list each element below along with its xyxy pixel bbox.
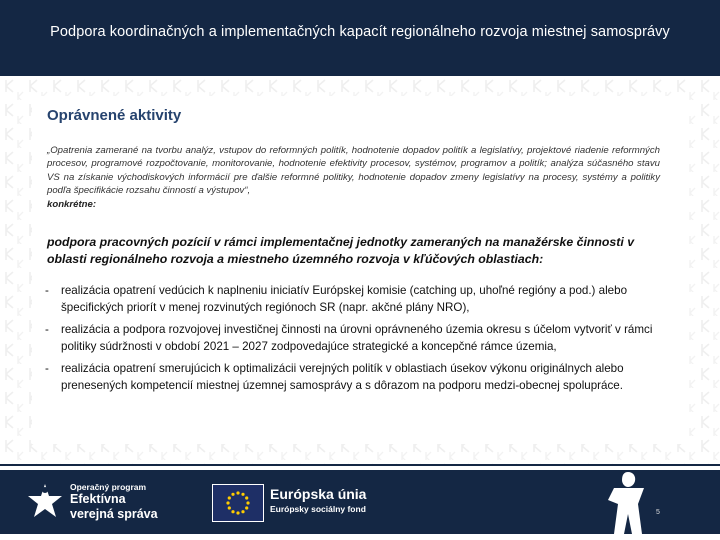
eligible-activities-quote bbox=[47, 144, 660, 211]
section-heading: Oprávnené aktivity bbox=[47, 107, 182, 124]
list-item-text: realizácia a podpora rozvojovej investičnej činnosti na úrovni oprávneného územia okresu s účelom vytvoriť v rámci politiky súdržnosti v období 2021 – 2027 zodpovedajúce strategické a koncepčné rámce územia, bbox=[61, 323, 653, 353]
list-item bbox=[45, 283, 663, 316]
op-title-line2: verejná správa bbox=[70, 507, 158, 521]
list-item bbox=[45, 322, 663, 355]
slide-title: Podpora koordinačných a implementačných kapacít regionálneho rozvoja miestnej samosprávy bbox=[50, 24, 670, 40]
quote-text: „Opatrenia zamerané na tvorbu analýz, vstupov do reformných politík, hodnotenie dopadov politík a legislatívy, projektové riadenie reformných procesov, programové rozpočtovanie, monitorovanie, hodnotenie efektivity procesov, systémov, programov a politík; analýza súčasného stavu VS na získanie východiskových informácií pre ďalšie reformné politiky, hodnotenie dopadov zmeny legislatívy na procesy, systémy a politiky podľa špecifikácie rozsahu činností a výstupov“, bbox=[47, 145, 660, 197]
op-label: Operačný program bbox=[70, 482, 147, 492]
person-silhouette-icon bbox=[600, 470, 660, 540]
activities-subheading: podpora pracovných pozícií v rámci implementačnej jednotky zameraných na manažérske činnosti v oblasti regionálneho rozvoja a miestneho územného rozvoja v kľúčových oblastiach: bbox=[47, 235, 635, 266]
footer-divider bbox=[0, 464, 720, 466]
op-title-line1: Efektívna bbox=[70, 492, 126, 506]
bullet-dash: - bbox=[45, 362, 49, 375]
list-item-text: realizácia opatrení smerujúcich k optimalizácii verejných politík v oblastiach úsekov výkonu originálnych alebo prenesených kompetencií miestnej územnej samosprávy a s dôrazom na podporu medzi-obecnej spolupráce. bbox=[61, 362, 624, 392]
list-item bbox=[45, 361, 663, 394]
list-item-text: realizácia opatrení vedúcich k naplneniu iniciatív Európskej komisie (catching up, uhoľné regióny a pod.) alebo špecifických priorít v menej rozvinutých regiónoch SR (napr. akčné plány NRO), bbox=[61, 284, 628, 314]
eu-flag-icon bbox=[212, 484, 264, 522]
eu-logo-text bbox=[270, 485, 366, 515]
content-panel bbox=[32, 96, 686, 444]
op-logo-text bbox=[70, 482, 158, 522]
slide-header bbox=[0, 0, 720, 76]
activity-list bbox=[45, 283, 663, 400]
page-number: 5 bbox=[656, 509, 660, 516]
eu-title: Európska únia bbox=[270, 486, 367, 502]
op-star-person-logo-icon bbox=[22, 482, 68, 522]
eu-subtitle: Európsky sociálny fond bbox=[270, 504, 366, 514]
quote-label: konkrétne: bbox=[47, 198, 97, 210]
bullet-dash: - bbox=[45, 323, 49, 336]
bullet-dash: - bbox=[45, 284, 49, 297]
